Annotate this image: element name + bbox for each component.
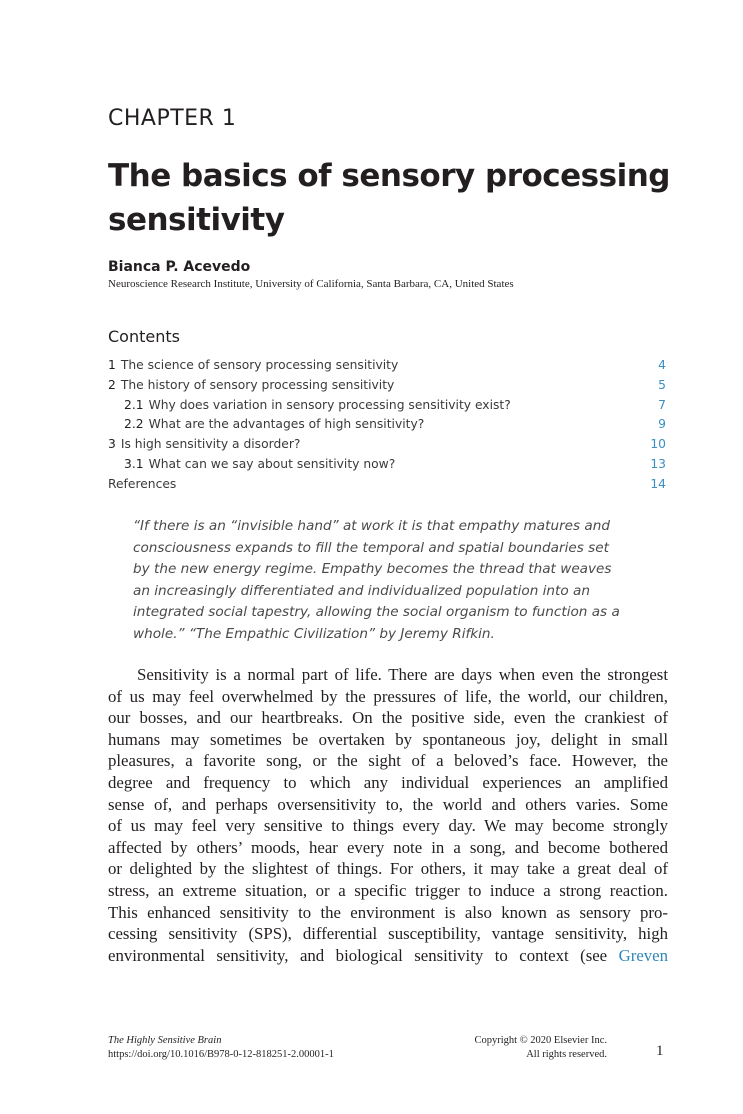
body-line: affected by others’ moods, hear every note in a song, and become bothered [108,837,668,857]
toc-entry-title[interactable]: Why does variation in sensory processing sensitivity exist? [148,397,511,412]
toc-entry-title[interactable]: Is high sensitivity a disorder? [120,437,301,452]
footer-doi-link[interactable]: https://doi.org/10.1016/B978-0-12-818251-2.00001-1 [108,1049,334,1060]
chapter-title: The basics of sensory processing sensitivity [108,158,670,238]
body-line: This enhanced sensitivity to the environment is also known as sensory pro- [108,902,668,922]
table-of-contents [108,356,668,495]
citation-link[interactable]: Greven [618,945,669,965]
footer-right [395,1034,607,1062]
toc-entry-page-link[interactable]: 14 [650,476,666,491]
toc-entry[interactable] [108,415,668,435]
toc-entry[interactable] [108,475,668,495]
epigraph-line: by the new energy regime. Empathy becomes the thread that weaves [133,561,612,578]
contents-heading: Contents [108,327,180,346]
page-number: 1 [656,1043,664,1059]
footer-left [108,1034,334,1062]
body-paragraph [108,664,668,966]
body-line: our bosses, and our heartbreaks. On the positive side, even the crankiest of [108,708,668,728]
author-name: Bianca P. Acevedo [108,259,251,275]
toc-entry[interactable] [108,376,668,396]
epigraph-line: whole.” “The Empathic Civilization” by Jeremy Rifkin. [133,625,495,642]
toc-entry-page-link[interactable]: 13 [650,456,666,471]
body-line: Sensitivity is a normal part of life. There are days when even the strongest [137,665,668,684]
footer-copyright: Copyright © 2020 Elsevier Inc. [474,1035,607,1046]
body-line: of us may feel overwhelmed by the pressures of life, the world, our children, [108,686,668,706]
footer-rights: All rights reserved. [526,1049,607,1060]
toc-entry[interactable] [108,396,668,416]
body-line: degree and frequency to which any individual experiences an amplified [108,772,668,792]
toc-entry-number: 2.2 [124,417,144,432]
body-line [108,945,668,967]
toc-entry-title[interactable]: The science of sensory processing sensitivity [120,358,399,372]
body-line: pleasures, a favorite song, or the sight of a beloved’s face. However, the [108,751,668,771]
body-line: or delighted by the slightest of things. For others, it may take a great deal of [108,859,668,879]
epigraph-line: “If there is an “invisible hand” at work it is that empathy matures and [133,518,611,534]
epigraph-line: consciousness expands to fill the temporal and spatial boundaries set [133,539,609,556]
toc-entry-title[interactable]: References [108,476,177,491]
epigraph-line: integrated social tapestry, allowing the social organism to function as a [133,604,620,621]
author-affiliation: Neuroscience Research Institute, University of California, Santa Barbara, CA, United States [108,278,514,290]
toc-entry-page-link[interactable]: 10 [650,437,666,452]
epigraph-quote [133,516,633,646]
chapter-label: CHAPTER 1 [108,106,237,131]
toc-entry-page-link[interactable]: 7 [658,397,666,412]
toc-entry-title[interactable]: The history of sensory processing sensitivity [120,377,395,392]
toc-entry-number: 1 [108,358,116,372]
body-line: cessing sensitivity (SPS), differential susceptibility, vantage sensitivity, high [108,924,668,944]
body-line: stress, an extreme situation, or a specific trigger to induce a strong reaction. [108,880,668,900]
toc-entry-page-link[interactable]: 4 [658,358,666,372]
toc-entry-title[interactable]: What are the advantages of high sensitivity? [148,417,425,432]
footer-book-title: The Highly Sensitive Brain [108,1035,222,1046]
toc-entry-number: 3 [108,437,116,452]
toc-entry-title[interactable]: What can we say about sensitivity now? [148,456,396,471]
toc-entry[interactable] [108,356,668,376]
body-line: humans may sometimes be overtaken by spontaneous joy, delight in small [108,729,668,749]
toc-entry-page-link[interactable]: 9 [658,417,666,432]
toc-entry-page-link[interactable]: 5 [658,377,666,392]
toc-entry-number: 2.1 [124,397,144,412]
body-line: sense of, and perhaps oversensitivity to, the world and others varies. Some [108,794,668,814]
epigraph-line: an increasingly differentiated and individualized population into an [133,582,590,599]
toc-entry[interactable] [108,455,668,475]
toc-entry-number: 3.1 [124,456,144,471]
body-line-text: environmental sensitivity, and biological sensitivity to context (see [108,945,608,965]
toc-entry[interactable] [108,435,668,455]
body-line: of us may feel very sensitive to things every day. We may become strongly [108,816,668,836]
toc-entry-number: 2 [108,377,116,392]
